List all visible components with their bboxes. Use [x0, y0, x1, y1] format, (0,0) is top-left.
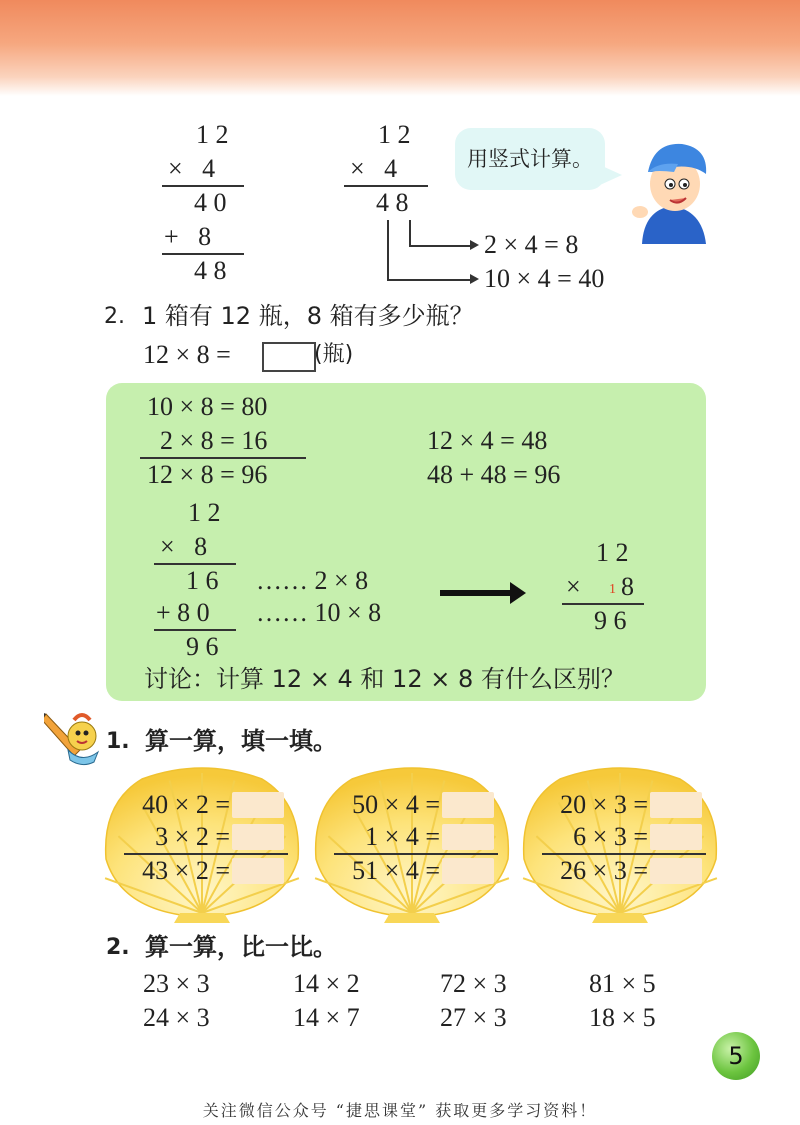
calc2-rule: [344, 185, 428, 187]
shell-equation: 51 × 4 =: [352, 856, 440, 885]
short-multiplicand: 1 2: [596, 538, 629, 567]
vertical-product: 9 6: [186, 632, 219, 661]
connector-ones-h: [409, 245, 471, 247]
calc1-partial-2: + 8: [164, 222, 212, 251]
boy-illustration-icon: [618, 134, 718, 244]
answer-box[interactable]: [650, 792, 702, 818]
vertical-rule-2: [154, 629, 236, 631]
calc1-rule: [162, 185, 244, 187]
calc2-product: 4 8: [376, 188, 409, 217]
carry-digit: 1: [609, 582, 616, 597]
ex2-r2c1: 24 × 3: [143, 1003, 210, 1032]
short-product: 9 6: [594, 606, 627, 635]
calc2-multiplier: × 4: [350, 154, 398, 183]
q2-equation: 12 × 8 =: [143, 340, 231, 369]
answer-box[interactable]: [442, 792, 494, 818]
calc1-multiplier: × 4: [168, 154, 216, 183]
method1-line3: 12 × 8 = 96: [147, 460, 268, 489]
ex2-r2c4: 18 × 5: [589, 1003, 656, 1032]
q2-question: 1 箱有 12 瓶，8 箱有多少瓶？: [142, 302, 474, 330]
q2-unit: (瓶): [314, 342, 354, 367]
step-ones: 2 × 4 = 8: [484, 230, 579, 259]
header-banner: [0, 0, 800, 96]
answer-box[interactable]: [442, 858, 494, 884]
q2-answer-box[interactable]: [262, 342, 316, 372]
connector-ones: [409, 220, 411, 246]
footer-note: 关注微信公众号 “捷思课堂” 获取更多学习资料！: [202, 1101, 598, 1120]
method1-line2: 2 × 8 = 16: [160, 426, 268, 455]
answer-box[interactable]: [232, 792, 284, 818]
right-arrow-icon: [510, 582, 526, 604]
vertical-multiplicand: 1 2: [188, 498, 221, 527]
answer-box[interactable]: [650, 858, 702, 884]
arrow-shaft: [440, 590, 514, 596]
shell-equation: 3 × 2 =: [155, 822, 230, 851]
shell-equation: 50 × 4 =: [352, 790, 440, 819]
shell-equation: 40 × 2 =: [142, 790, 230, 819]
ex1-title: 算一算，填一填。: [145, 727, 337, 755]
step-tens: 10 × 4 = 40: [484, 264, 605, 293]
q2-number: 2.: [104, 304, 125, 329]
connector-tens: [387, 220, 389, 280]
answer-box[interactable]: [442, 824, 494, 850]
connector-tens-h: [387, 279, 471, 281]
calc1-product: 4 8: [194, 256, 227, 285]
ex2-r1c4: 81 × 5: [589, 969, 656, 998]
short-multiplier: 8: [621, 572, 634, 601]
shell-rule: [124, 853, 288, 855]
answer-box[interactable]: [232, 824, 284, 850]
ex1-number: 1.: [106, 729, 130, 754]
dots-note-2: …… 10 × 8: [256, 598, 382, 627]
arrowhead-icon: [470, 240, 479, 250]
calc1-multiplicand: 1 2: [196, 120, 229, 149]
vertical-partial-2: + 8 0: [156, 598, 210, 627]
ex2-r2c3: 27 × 3: [440, 1003, 507, 1032]
method2-line1: 12 × 4 = 48: [427, 426, 548, 455]
short-rule: [562, 603, 644, 605]
answer-box[interactable]: [232, 858, 284, 884]
calc1-rule-2: [162, 253, 244, 255]
shell-rule: [334, 853, 498, 855]
shell-equation: 6 × 3 =: [573, 822, 648, 851]
answer-box[interactable]: [650, 824, 702, 850]
discussion-text: 讨论：计算 12 × 4 和 12 × 8 有什么区别？: [144, 665, 625, 693]
shell-equation: 20 × 3 =: [560, 790, 648, 819]
calc2-multiplicand: 1 2: [378, 120, 411, 149]
vertical-multiplier: × 8: [160, 532, 208, 561]
page-number-badge: 5: [712, 1032, 760, 1080]
short-sign: ×: [566, 572, 581, 601]
shell-rule: [542, 853, 706, 855]
method2-line2: 48 + 48 = 96: [427, 460, 561, 489]
method1-line1: 10 × 8 = 80: [147, 392, 268, 421]
shell-equation: 1 × 4 =: [365, 822, 440, 851]
ex2-r2c2: 14 × 7: [293, 1003, 360, 1032]
vertical-partial-1: 1 6: [186, 566, 219, 595]
ex2-r1c3: 72 × 3: [440, 969, 507, 998]
shell-equation: 26 × 3 =: [560, 856, 648, 885]
arrowhead-icon: [470, 274, 479, 284]
calc1-partial-1: 4 0: [194, 188, 227, 217]
pencil-mascot-icon: [44, 706, 104, 768]
speech-bubble: 用竖式计算。: [455, 128, 605, 190]
dots-note-1: …… 2 × 8: [256, 566, 369, 595]
method1-rule: [140, 457, 306, 459]
ex2-r1c1: 23 × 3: [143, 969, 210, 998]
shell-equation: 43 × 2 =: [142, 856, 230, 885]
ex2-title: 算一算，比一比。: [145, 933, 337, 961]
vertical-rule: [154, 563, 236, 565]
ex2-r1c2: 14 × 2: [293, 969, 360, 998]
ex2-number: 2.: [106, 935, 130, 960]
